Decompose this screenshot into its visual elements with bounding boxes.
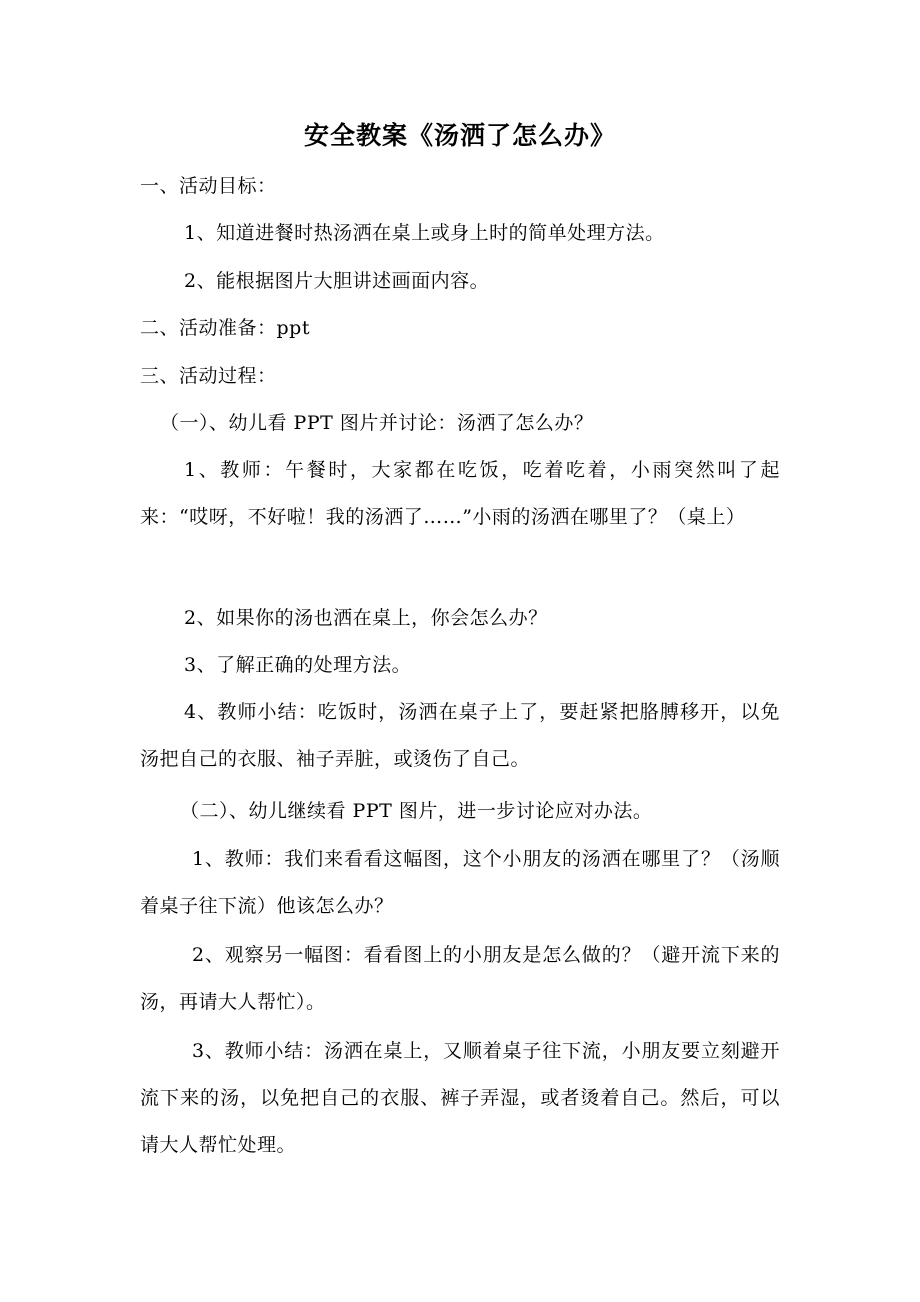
part-1-item-1: 1、教师：午餐时，大家都在吃饭，吃着吃着，小雨突然叫了起来：“哎呀，不好啦！我的汤洒了……”小雨的汤洒在哪里了？（桌上） — [140, 459, 780, 528]
part-2-heading: （二）、幼儿继续看 PPT 图片，进一步讨论应对办法。 — [180, 800, 653, 822]
part-2-item-1: 1、教师：我们来看看这幅图，这个小朋友的汤洒在哪里了？（汤顺着桌子往下流）他该怎么办？ — [140, 848, 780, 917]
part-2-item-3: 3、教师小结：汤洒在桌上，又顺着桌子往下流，小朋友要立刻避开流下来的汤，以免把自己的衣服、裤子弄湿，或者烫着自己。然后，可以请大人帮忙处理。 — [140, 1040, 780, 1156]
section-heading-preparation: 二、活动准备：ppt — [140, 317, 310, 339]
part-1-item-3: 3、了解正确的处理方法。 — [184, 654, 412, 676]
part-2-item-2: 2、观察另一幅图：看看图上的小朋友是怎么做的？（避开流下来的汤，再请大人帮忙）。 — [140, 944, 780, 1013]
goal-item-1: 1、知道进餐时热汤洒在桌上或身上时的简单处理方法。 — [184, 222, 665, 244]
goal-item-2: 2、能根据图片大胆讲述画面内容。 — [184, 270, 490, 292]
part-1-item-4: 4、教师小结：吃饭时，汤洒在桌子上了，要赶紧把胳膊移开，以免汤把自己的衣服、袖子弄脏，或烫伤了自己。 — [140, 701, 780, 770]
section-heading-process: 三、活动过程： — [140, 365, 277, 387]
document-title: 安全教案《汤洒了怎么办》 — [303, 121, 616, 150]
part-1-heading: （一）、幼儿看 PPT 图片并讨论：汤洒了怎么办？ — [160, 412, 594, 434]
part-1-item-2: 2、如果你的汤也洒在桌上，你会怎么办？ — [184, 607, 548, 629]
section-heading-goals: 一、活动目标： — [140, 175, 277, 197]
